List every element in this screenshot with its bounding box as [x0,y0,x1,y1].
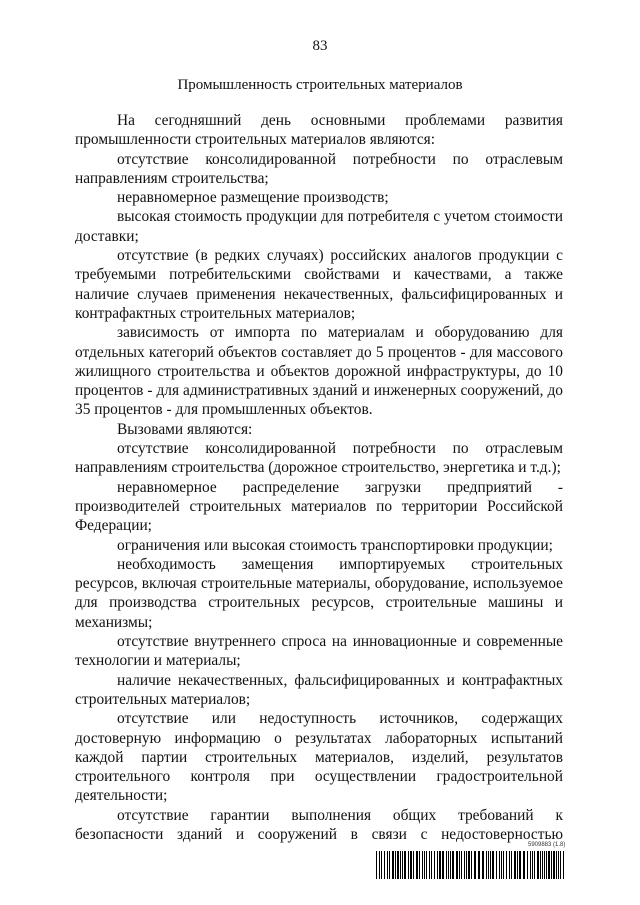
paragraph: отсутствие (в редких случаях) российских аналогов продукции с требуемыми потребительскими свойствами и качествами, а также наличие случаев применения некачественных, фальсифицированных и контрафактных строительных материалов; [75,247,563,322]
paragraph: отсутствие или недоступность источников, содержащих достоверную информацию о результатах лабораторных испытаний каждой партии строительных материалов, изделий, результатов строительного контроля при осуществлении градостроительной деятельности; [75,710,563,805]
paragraph: ограничения или высокая стоимость транспортировки продукции; [117,536,553,554]
paragraph: высокая стоимость продукции для потребителя с учетом стоимости доставки; [75,208,563,245]
paragraph: неравномерное распределение загрузки предприятий - производителей строительных материалов по территории Российской Федерации; [75,478,563,535]
paragraph: отсутствие внутреннего спроса на инновационные и современные технологии и материалы; [75,633,563,670]
paragraph: На сегодняшний день основными проблемами развития промышленности строительных материалов являются: [75,112,563,149]
body-text [75,111,563,844]
barcode-icon [376,851,566,879]
document-code: 5909883 (1.8) [528,842,566,848]
page-number: 83 [312,38,328,54]
section-title: Промышленность строительных материалов [177,77,463,93]
paragraph: наличие некачественных, фальсифицированных и контрафактных строительных материалов; [75,671,563,708]
paragraph: неравномерное размещение производств; [117,189,389,207]
paragraph: необходимость замещения импортируемых строительных ресурсов, включая строительные материалы, оборудование, используемое для производства строительных ресурсов, строительные машины и механизмы; [75,555,563,631]
paragraph: отсутствие гарантии выполнения общих требований к безопасности зданий и сооружений в связи с недостоверностью [75,806,563,843]
paragraph: отсутствие консолидированной потребности по отраслевым направлениям строительства (дорожное строительство, энергетика и т.д.); [75,440,563,477]
paragraph: Вызовами являются: [117,420,253,438]
paragraph: отсутствие консолидированной потребности по отраслевым направлениям строительства; [75,150,563,187]
paragraph: зависимость от импорта по материалам и оборудованию для отдельных категорий объектов составляет до 5 процентов - для массового жилищного строительства и объектов дорожной инфраструктуры, до 10 процентов - для административных зданий и инженерных сооружений, до 35 процентов - для промышленных объектов. [75,324,563,419]
